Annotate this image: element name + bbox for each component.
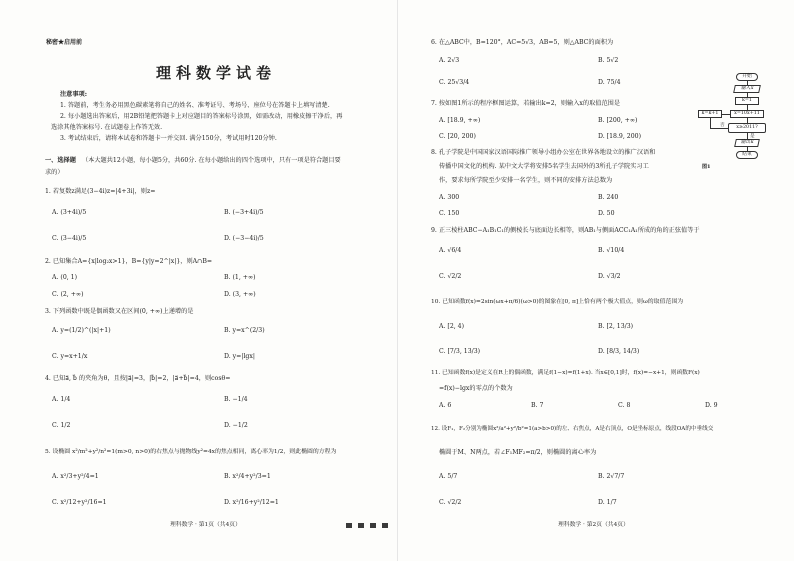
option-d: D. [18.9, 200) (598, 133, 642, 140)
option-a: A. [18.9, +∞) (439, 117, 481, 124)
flow-start: 开始 (736, 73, 758, 81)
option-c: C. y=x+1/x (52, 353, 88, 360)
flowchart-figure (696, 71, 792, 183)
option-c: C. [20, 200) (439, 133, 476, 140)
option-c: C. (2, +∞) (52, 291, 84, 298)
flow-output: 输出k (734, 139, 760, 147)
option-d: D. −1/2 (224, 422, 248, 429)
notice-line: 1. 答题前，考生务必用黑色碳素笔将自己的姓名、准考证号、考场号、座位号在答题卡上填写清楚. (60, 102, 330, 109)
option-d: D. 50 (598, 210, 615, 217)
option-a: A. √6/4 (439, 247, 462, 254)
flow-increment: k=k+1 (698, 110, 722, 118)
section-desc: （本大题共12小题，每小题5分，共60分. 在每小题给出的四个选项中，只有一项是符合题目要 (82, 157, 341, 164)
option-d: D. x²/16+y²/12=1 (224, 499, 279, 506)
question-stem: 8. 孔子学院是中国国家汉语国际推广领导小组办公室在世界各地设立的推广汉语和 (431, 149, 656, 156)
option-c: C. 8 (618, 402, 631, 409)
page-marker (358, 523, 364, 528)
question-stem-cont: 传播中国文化的机构. 某中文大学将安排5名学生去国外的3所孔子学院实习工 (439, 163, 649, 170)
question-stem: 9. 正三棱柱ABC−A₁B₁C₁的侧棱长与底面边长相等，则AB₁与侧面ACC₁A₁所成的角的正弦值等于 (431, 227, 700, 234)
section-title: 一、选择题 (45, 157, 76, 164)
flow-end: 结束 (736, 151, 758, 159)
option-c: C. [7/3, 13/3) (439, 348, 481, 355)
page-footer: 理科数学 · 第1页（共4页） (170, 522, 241, 528)
option-c: C. (3−4i)/5 (52, 235, 87, 242)
option-d: D. 9 (705, 402, 718, 409)
question-stem: 3. 下列函数中既是偶函数又在区间(0, +∞)上递增的是 (45, 308, 194, 315)
flow-condition: x≥2011? (728, 123, 766, 133)
option-d: D. (3, +∞) (224, 291, 256, 298)
option-d: D. √3/2 (598, 273, 621, 280)
option-d: D. y=|lgx| (224, 353, 255, 360)
option-d: D. 1/7 (598, 499, 617, 506)
option-d: D. 75/4 (598, 79, 621, 86)
question-stem: 11. 已知函数f(x)是定义在R上的偶函数，满足f(1−x)=f(1+x). 当x∈[0,1]时，f(x)=−x+1，则函数F(x) (431, 370, 700, 376)
flow-input: 输入x (733, 85, 761, 93)
option-b: B. y=x^(2/3) (224, 327, 265, 334)
option-d: D. (−3−4i)/5 (224, 235, 264, 242)
question-stem-cont: 椭圆于M、N两点，若∠F₁MF₂=π/2，则椭圆的离心率为 (439, 449, 597, 456)
notice-line: 3. 考试结束后，请将本试卷和答题卡一并交回. 满分150分，考试用时120分钟. (60, 135, 277, 142)
option-b: B. −1/4 (224, 396, 248, 403)
flow-no-label: 否 (720, 123, 725, 128)
confidential-label: 秘密★启用前 (46, 39, 83, 46)
notice-title: 注意事项: (60, 91, 88, 98)
option-b: B. √10/4 (598, 247, 625, 254)
question-stem-cont: =f(x)−lgx的零点的个数为 (439, 385, 513, 392)
option-c: C. 25√3/4 (439, 79, 470, 86)
notice-line: 选涂其他答案标号. 在试题卷上作答无效. (51, 124, 163, 131)
question-stem: 5. 设椭圆 x²/m²+y²/n²=1(m>0, n>0)的右焦点与抛物线y²=4x的焦点相同，离心率为1/2，则此椭圆的方程为 (45, 449, 337, 455)
flow-yes-label: 是 (750, 134, 755, 139)
option-a: A. x²/3+y²/4=1 (52, 473, 99, 480)
question-stem: 12. 设F₁，F₂分别为椭圆x²/a²+y²/b²=1(a>b>0)的左、右焦点，A是右顶点，O是坐标原点，线段OA的中垂线交 (431, 426, 714, 432)
option-b: B. 240 (598, 194, 619, 201)
option-c: C. √2/2 (439, 499, 462, 506)
option-b: B. 7 (531, 402, 544, 409)
question-stem: 10. 已知函数f(x)=2sin(ωx+π/6)(ω>0)的图象在[0, π]上恰有两个极大值点，则ω的取值范围为 (431, 299, 684, 305)
question-stem: 7. 按如图1所示的程序框图运算，若输出k=2，则输入x的取值范围是 (431, 100, 621, 107)
question-stem: 2. 已知集合A={x|log₂x>1}，B={y|y=2^|x|}，则A∩B= (45, 258, 213, 265)
option-a: A. 300 (439, 194, 460, 201)
option-b: B. 2√7/7 (598, 473, 625, 480)
option-a: A. y=(1/2)^(|x|+1) (52, 327, 111, 334)
page-footer: 理科数学 · 第2页（共4页） (558, 522, 629, 528)
page-marker (370, 523, 376, 528)
page-marker (382, 523, 388, 528)
notice-line: 2. 每小题选出答案后，用2B铅笔把答题卡上对应题目的答案标号涂黑，如需改动，用橡皮擦干净后，再 (60, 113, 343, 120)
option-a: A. 1/4 (52, 396, 71, 403)
option-c: C. √2/2 (439, 273, 462, 280)
figure-caption: 图1 (702, 164, 711, 170)
exam-title: 理科数学试卷 (156, 64, 277, 82)
question-stem: 6. 在△ABC中，B=120°，AC=5√3，AB=5，则△ABC的面积为 (431, 39, 614, 46)
option-b: B. [200, +∞) (598, 117, 638, 124)
option-a: A. 2√3 (439, 57, 460, 64)
option-b: B. (1, +∞) (224, 274, 256, 281)
option-a: A. 5/7 (439, 473, 458, 480)
option-b: B. 5√2 (598, 57, 619, 64)
option-a: A. (3+4i)/5 (52, 209, 87, 216)
option-b: B. [2, 13/3) (598, 323, 634, 330)
page-marker (346, 523, 352, 528)
option-b: B. x²/4+y²/3=1 (224, 473, 271, 480)
option-c: C. 1/2 (52, 422, 71, 429)
question-stem: 1. 若复数z满足(3−4i)z=|4+3i|，则z= (45, 188, 156, 195)
option-a: A. [2, 4) (439, 323, 465, 330)
flow-init: k=1 (735, 97, 759, 105)
section-desc: 求的） (45, 169, 64, 176)
question-stem-cont: 作，要求每所学院至少安排一名学生，则不同的安排方法总数为 (439, 177, 613, 184)
option-a: A. 6 (439, 402, 452, 409)
option-c: C. x²/12+y²/16=1 (52, 499, 107, 506)
flow-step: x=10x+11 (730, 110, 764, 118)
option-c: C. 150 (439, 210, 460, 217)
option-d: D. [8/3, 14/3) (598, 348, 640, 355)
option-b: B. (−3+4i)/5 (224, 209, 264, 216)
question-stem: 4. 已知a⃗, b⃗ 的夹角为θ，且按|a⃗|=3，|b⃗|=2，|a⃗+b⃗|=4，则cosθ= (45, 375, 231, 382)
option-a: A. (0, 1) (52, 274, 78, 281)
